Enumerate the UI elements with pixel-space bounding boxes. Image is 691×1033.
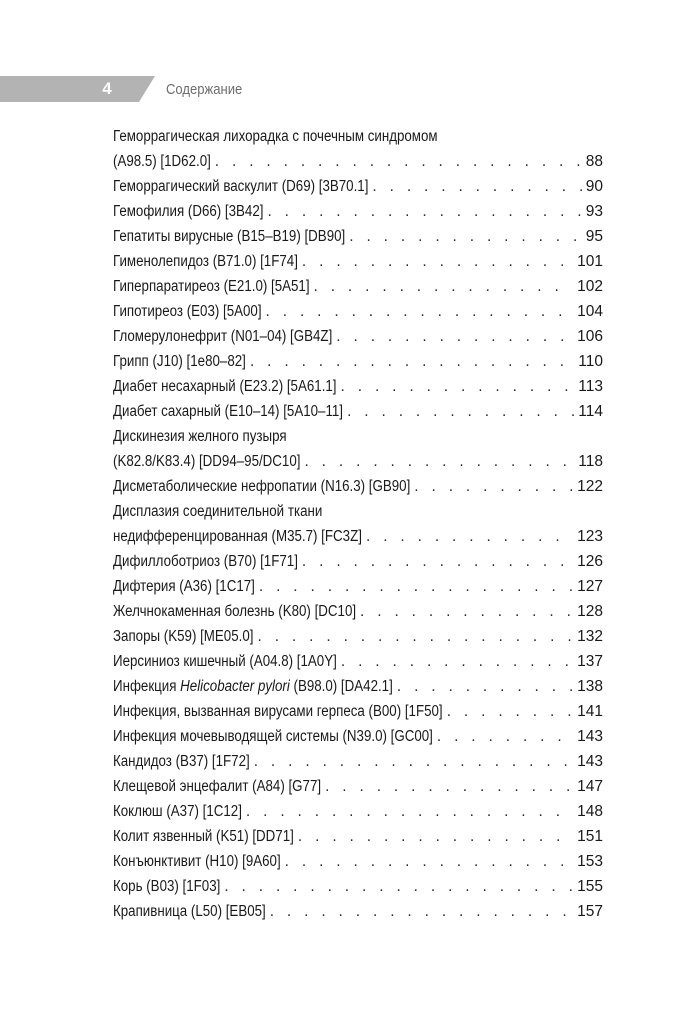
dot-leader xyxy=(266,899,573,924)
toc-entry xyxy=(113,249,603,274)
dot-leader xyxy=(211,149,582,174)
toc-entry-page: 143 xyxy=(577,753,603,770)
toc-entry-title: Гепатиты вирусные (B15–B19) [DB90] xyxy=(113,228,346,245)
toc-entry-title: Крапивница (L50) [EB05] xyxy=(113,903,266,920)
page-number: 4 xyxy=(102,79,112,98)
toc-entry-title: Геморрагический васкулит (D69) [3B70.1] xyxy=(113,178,369,195)
dot-leader xyxy=(345,224,582,249)
toc-entry-page: 95 xyxy=(585,228,603,245)
toc-entry-title: Колит язвенный (K51) [DD71] xyxy=(113,828,294,845)
table-of-contents xyxy=(113,124,603,924)
dot-leader xyxy=(294,824,573,849)
toc-entry-title: Гименолепидоз (B71.0) [1F74] xyxy=(113,253,298,270)
toc-entry xyxy=(113,374,603,399)
toc-entry-title: Клещевой энцефалит (A84) [G77] xyxy=(113,778,322,795)
toc-entry xyxy=(113,524,603,549)
toc-entry-page: 128 xyxy=(577,603,603,620)
toc-entry xyxy=(113,849,603,874)
dot-leader xyxy=(298,249,573,274)
toc-entry-page: 138 xyxy=(577,678,603,695)
toc-entry-page: 141 xyxy=(577,703,603,720)
dot-leader xyxy=(298,549,573,574)
toc-entry-page: 90 xyxy=(585,178,603,195)
dot-leader xyxy=(310,274,574,299)
dot-leader xyxy=(337,374,575,399)
dot-leader xyxy=(254,624,574,649)
toc-entry-title: Диабет несахарный (E23.2) [5A61.1] xyxy=(113,378,337,395)
running-header xyxy=(0,76,691,102)
dot-leader xyxy=(362,524,573,549)
toc-entry-title: Гипотиреоз (E03) [5A00] xyxy=(113,303,262,320)
dot-leader xyxy=(337,649,573,674)
toc-entry-title: Грипп (J10) [1e80–82] xyxy=(113,353,246,370)
toc-entry-title: Желчнокаменная болезнь (K80) [DC10] xyxy=(113,603,357,620)
toc-entry-title: Иерсиниоз кишечный (A04.8) [1A0Y] xyxy=(113,653,337,670)
toc-entry xyxy=(113,449,603,474)
toc-entry-page: 155 xyxy=(577,878,603,895)
header-band xyxy=(0,76,155,102)
dot-leader xyxy=(255,574,573,599)
toc-entry xyxy=(113,499,603,524)
toc-entry-title: Диабет сахарный (E10–14) [5A10–11] xyxy=(113,403,343,420)
toc-entry xyxy=(113,899,603,924)
toc-entry xyxy=(113,474,603,499)
dot-leader xyxy=(443,699,573,724)
toc-entry-title: Геморрагическая лихорадка с почечным синдромом xyxy=(113,128,438,145)
toc-entry-title-part: (B98.0) [DA42.1] xyxy=(289,678,393,695)
toc-entry-page: 88 xyxy=(585,153,603,170)
toc-entry xyxy=(113,349,603,374)
toc-entry xyxy=(113,824,603,849)
toc-entry xyxy=(113,199,603,224)
toc-entry xyxy=(113,324,603,349)
section-title: Содержание xyxy=(166,82,243,98)
dot-leader xyxy=(332,324,573,349)
toc-entry-title: Дифтерия (A36) [1C17] xyxy=(113,578,255,595)
toc-entry-title: Дисплазия соединительной ткани xyxy=(113,503,323,520)
toc-entry-title: Гломерулонефрит (N01–04) [GB4Z] xyxy=(113,328,333,345)
toc-entry-page: 147 xyxy=(577,778,603,795)
dot-leader xyxy=(262,299,574,324)
toc-entry-page: 143 xyxy=(577,728,603,745)
dot-leader xyxy=(368,174,581,199)
toc-entry-title: Дисметаболические нефропатии (N16.3) [GB90] xyxy=(113,478,411,495)
toc-entry xyxy=(113,699,603,724)
toc-entry-page: 126 xyxy=(577,553,603,570)
toc-entry-page: 151 xyxy=(577,828,603,845)
toc-entry-title: Конъюнктивит (H10) [9A60] xyxy=(113,853,281,870)
toc-entry xyxy=(113,649,603,674)
toc-entry-page: 123 xyxy=(577,528,603,545)
toc-entry-page: 110 xyxy=(578,353,603,370)
toc-entry xyxy=(113,424,603,449)
toc-entry xyxy=(113,299,603,324)
dot-leader xyxy=(281,849,573,874)
dot-leader xyxy=(300,449,574,474)
toc-entry xyxy=(113,774,603,799)
toc-entry-title: Дифиллоботриоз (B70) [1F71] xyxy=(113,553,298,570)
toc-entry-page: 137 xyxy=(577,653,603,670)
dot-leader xyxy=(343,399,574,424)
toc-entry-page: 118 xyxy=(578,453,603,470)
toc-entry xyxy=(113,124,603,149)
toc-entry xyxy=(113,674,603,699)
toc-entry xyxy=(113,174,603,199)
toc-entry-title: Корь (B03) [1F03] xyxy=(113,878,221,895)
toc-entry xyxy=(113,749,603,774)
toc-entry-title xyxy=(113,674,393,699)
dot-leader xyxy=(246,349,574,374)
toc-entry-title: Коклюш (A37) [1C12] xyxy=(113,803,242,820)
toc-entry xyxy=(113,799,603,824)
dot-leader xyxy=(356,599,573,624)
toc-entry-page: 104 xyxy=(577,303,603,320)
toc-entry-title: Дискинезия желного пузыря xyxy=(113,428,287,445)
toc-entry xyxy=(113,149,603,174)
toc-entry-page: 148 xyxy=(577,803,603,820)
toc-entry xyxy=(113,399,603,424)
toc-entry-page: 132 xyxy=(577,628,603,645)
toc-entry-page: 127 xyxy=(577,578,603,595)
toc-entry-title: Гиперпаратиреоз (E21.0) [5A51] xyxy=(113,278,310,295)
dot-leader xyxy=(410,474,573,499)
toc-entry-title: Инфекция мочевыводящей системы (N39.0) [GC00] xyxy=(113,728,433,745)
toc-entry-title: Кандидоз (B37) [1F72] xyxy=(113,753,250,770)
toc-entry xyxy=(113,874,603,899)
toc-entry-title-italic: Helicobacter pylori xyxy=(180,678,290,695)
toc-entry-title: недифференцированная (M35.7) [FC3Z] xyxy=(113,528,362,545)
dot-leader xyxy=(321,774,573,799)
toc-entry-page: 114 xyxy=(578,403,603,420)
toc-entry xyxy=(113,724,603,749)
dot-leader xyxy=(250,749,573,774)
toc-entry-page: 157 xyxy=(577,903,603,920)
toc-entry-page: 122 xyxy=(577,478,603,495)
toc-entry-title: Запоры (K59) [ME05.0] xyxy=(113,628,254,645)
toc-entry-title-part: Инфекция xyxy=(113,678,181,695)
toc-entry-title: (A98.5) [1D62.0] xyxy=(113,153,211,170)
dot-leader xyxy=(220,874,573,899)
toc-entry-title: (K82.8/K83.4) [DD94–95/DC10] xyxy=(113,453,301,470)
toc-entry-page: 101 xyxy=(577,253,603,270)
toc-entry xyxy=(113,574,603,599)
toc-entry xyxy=(113,624,603,649)
toc-entry-page: 113 xyxy=(578,378,603,395)
toc-entry-page: 102 xyxy=(577,278,603,295)
dot-leader xyxy=(393,674,573,699)
toc-entry xyxy=(113,224,603,249)
toc-entry-page: 153 xyxy=(577,853,603,870)
toc-entry xyxy=(113,599,603,624)
dot-leader xyxy=(242,799,573,824)
toc-entry-page: 93 xyxy=(585,203,603,220)
dot-leader xyxy=(263,199,581,224)
toc-entry xyxy=(113,274,603,299)
toc-entry xyxy=(113,549,603,574)
toc-entry-title: Гемофилия (D66) [3B42] xyxy=(113,203,264,220)
dot-leader xyxy=(433,724,573,749)
toc-entry-page: 106 xyxy=(577,328,603,345)
toc-entry-title: Инфекция, вызванная вирусами герпеса (B00) [1F50] xyxy=(113,703,443,720)
